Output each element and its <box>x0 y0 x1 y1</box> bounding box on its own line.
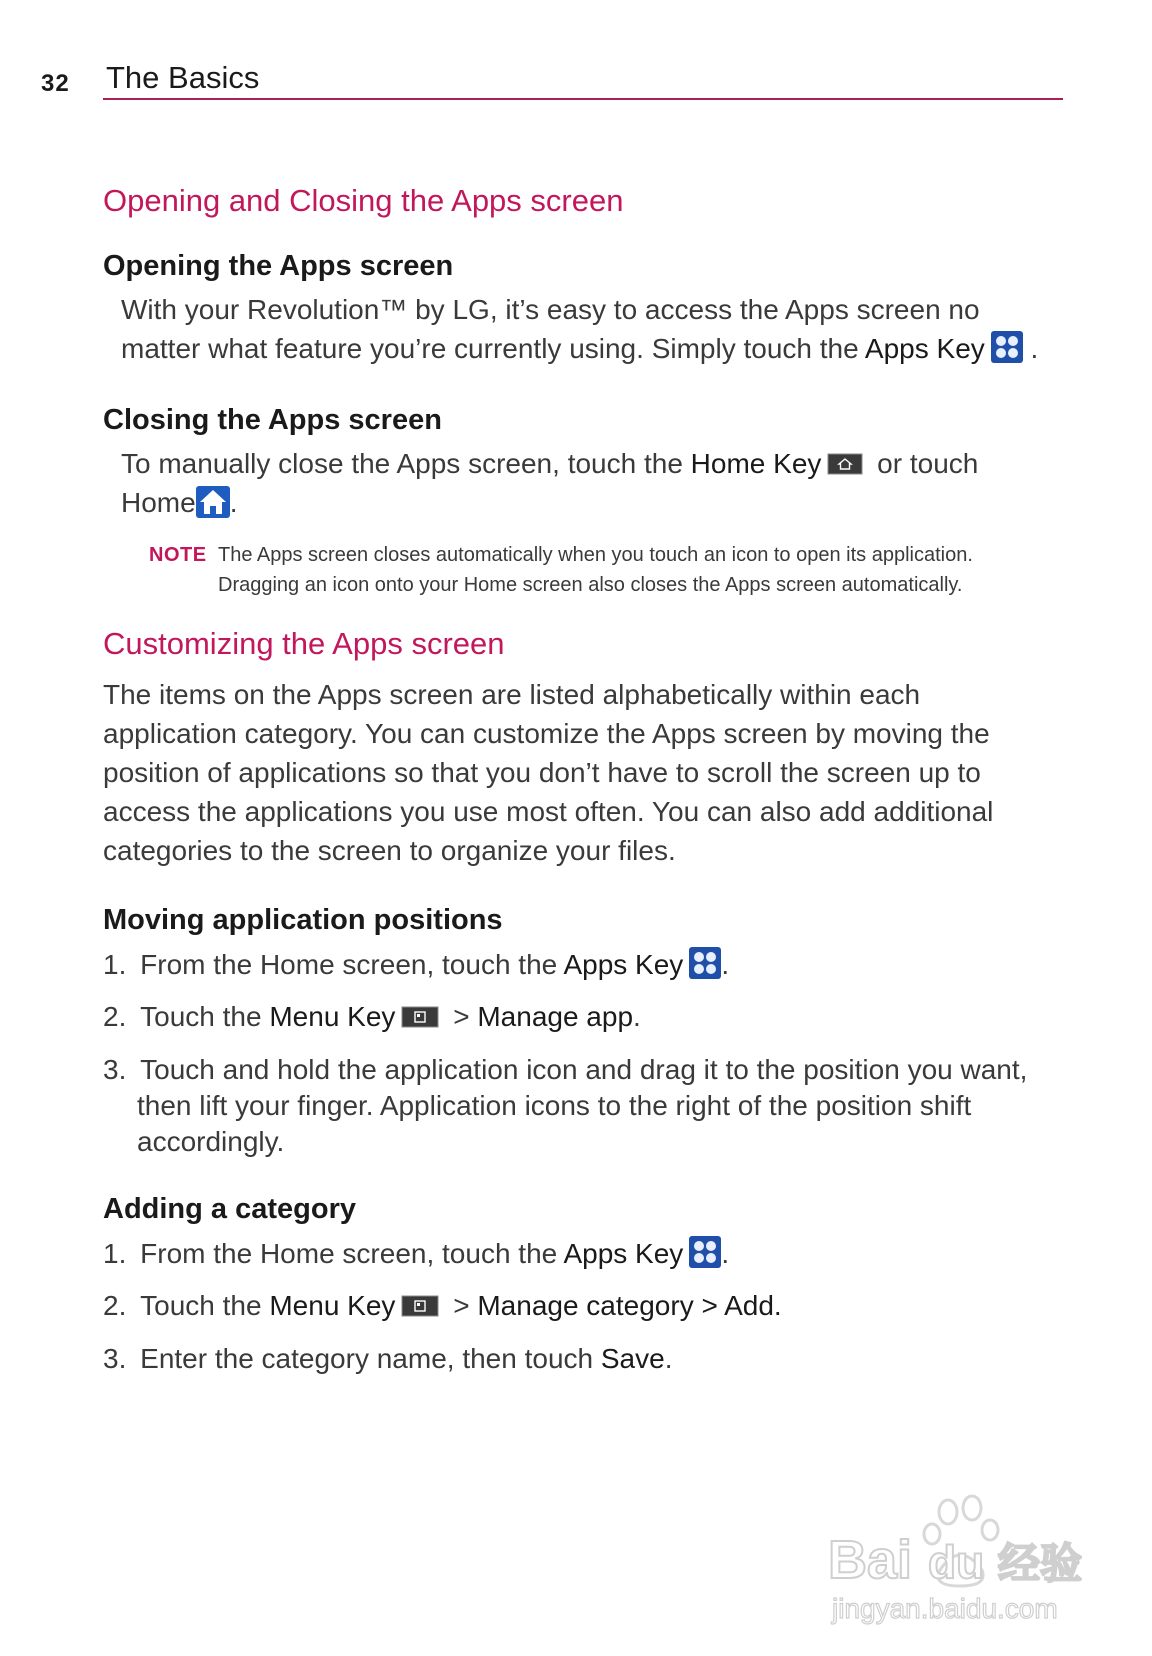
section-title-customizing: Customizing the Apps screen <box>103 626 505 661</box>
watermark-cn: 经验 <box>998 1539 1083 1588</box>
apps-key-icon <box>689 1236 721 1268</box>
section-title-opening-closing: Opening and Closing the Apps screen <box>103 183 624 218</box>
opening-line-2: matter what feature you’re currently using. Simply touch the Apps Key . <box>121 333 1039 364</box>
watermark-brand: Bai <box>828 1530 913 1590</box>
heading-closing-apps: Closing the Apps screen <box>103 404 442 436</box>
closing-line-2: Home . <box>121 487 238 518</box>
apps-key-label: Apps Key <box>864 333 985 364</box>
running-title: The Basics <box>106 60 260 95</box>
note-line-2: Dragging an icon onto your Home screen also closes the Apps screen automatically. <box>218 574 963 596</box>
adding-step-2: 2. Touch the Menu Key > Manage category > Add. <box>103 1290 782 1321</box>
apps-key-icon <box>991 331 1023 363</box>
baidu-watermark <box>820 1490 1100 1635</box>
adding-step-1: 1. From the Home screen, touch the Apps Key . <box>103 1238 730 1269</box>
watermark-brand2: du <box>928 1536 985 1588</box>
adding-step-3: 3. Enter the category name, then touch Save. <box>103 1343 673 1374</box>
heading-moving-positions: Moving application positions <box>103 904 503 936</box>
moving-step-3: 3. Touch and hold the application icon and drag it to the position you want, <box>103 1054 1028 1085</box>
baidu-paw-icon <box>820 1490 1100 1630</box>
menu-key-icon <box>401 1006 439 1028</box>
opening-line-1: With your Revolution™ by LG, it’s easy to access the Apps screen no <box>121 294 980 325</box>
customizing-paragraph: The items on the Apps screen are listed alphabetically within each application category. You can customize the Apps screen by moving the position of applications so that you don’t have to scroll the screen up to access the applications you use most often. You can also add additional categories to the screen to organize your files. <box>103 679 994 866</box>
moving-step-3-line-2: then lift your finger. Application icons to the right of the position shift <box>137 1090 972 1121</box>
heading-adding-category: Adding a category <box>103 1193 356 1225</box>
home-key-icon <box>827 453 863 475</box>
watermark-url: jingyan.baidu.com <box>832 1593 1058 1624</box>
moving-step-2: 2. Touch the Menu Key > Manage app. <box>103 1001 641 1032</box>
note-line-1: The Apps screen closes automatically when you touch an icon to open its application. <box>218 544 973 566</box>
moving-step-1: 1. From the Home screen, touch the Apps Key . <box>103 949 730 980</box>
page-number: 32 <box>41 70 70 97</box>
moving-step-3-line-3: accordingly. <box>137 1126 285 1157</box>
header-rule <box>103 98 1063 100</box>
closing-line-1: To manually close the Apps screen, touch the Home Key or touch <box>121 448 979 479</box>
home-icon <box>196 486 230 518</box>
menu-key-icon <box>401 1295 439 1317</box>
apps-key-icon <box>689 947 721 979</box>
home-key-label: Home Key <box>690 448 822 479</box>
heading-opening-apps: Opening the Apps screen <box>103 250 454 282</box>
note-label: NOTE <box>149 544 207 566</box>
